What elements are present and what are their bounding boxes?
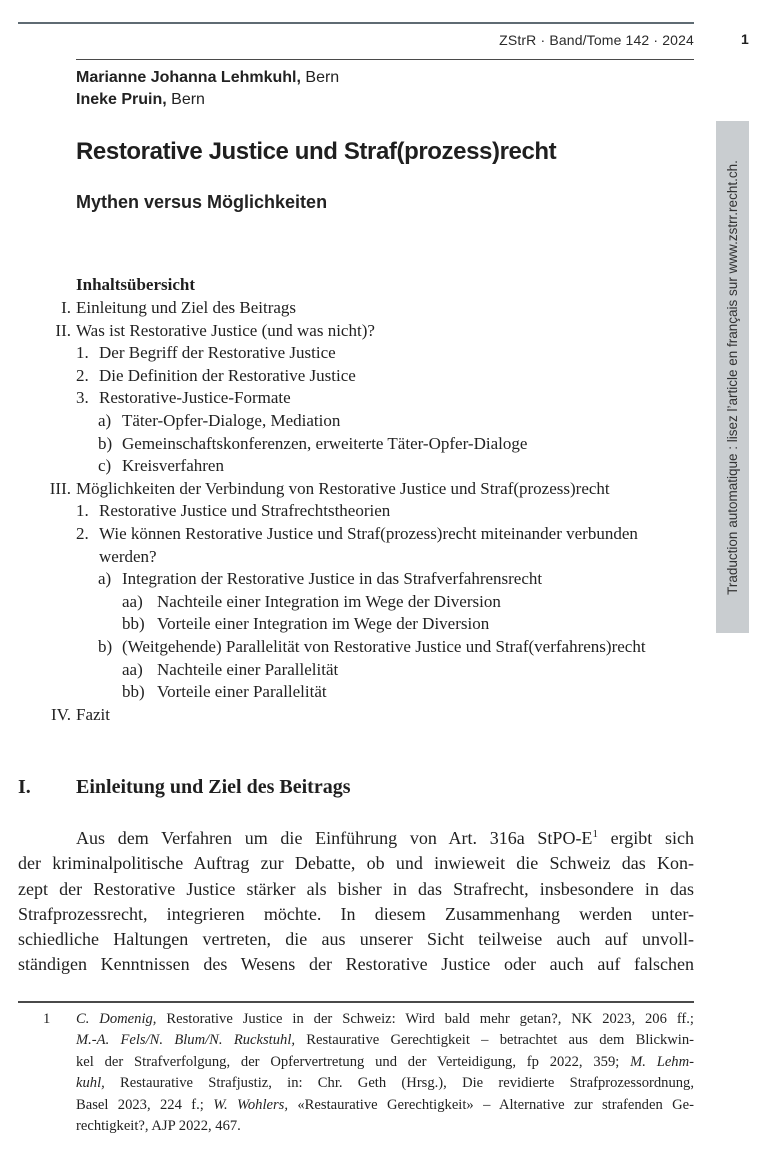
footnote-text: Restaurative Gerechtigkeit – betrachtet aus dem Blickwin-: [295, 1032, 694, 1049]
author-name: Ineke Pruin,: [76, 91, 167, 108]
toc-number: bb): [122, 682, 145, 702]
footnote-line: [76, 1009, 694, 1030]
footnote-text: Restaurative Strafjustiz, in: Chr. Geth (Hrsg.), Die revidierte Strafprozessordnung,: [104, 1075, 694, 1092]
body-line-tail: ergibt sich: [597, 828, 694, 848]
toc-item[interactable]: [0, 681, 700, 704]
toc-item[interactable]: [0, 636, 700, 659]
toc-number: 1.: [76, 501, 89, 521]
toc-label: Vorteile einer Parallelität: [157, 682, 327, 702]
toc-label: Täter-Opfer-Dialoge, Mediation: [122, 410, 341, 430]
author-2: [76, 89, 339, 111]
toc-label: Wie können Restorative Justice und Straf(prozess)recht miteinander verbunden werden?: [99, 523, 638, 566]
footnote-author: W. Wohlers,: [213, 1096, 289, 1113]
toc-item[interactable]: [0, 500, 700, 523]
toc-number: a): [98, 569, 112, 589]
footnote-text: Restorative Justice in der Schweiz: Wird bald mehr getan?, NK 2023, 206 ff.;: [156, 1011, 694, 1027]
section-title: Einleitung und Ziel des Beitrags: [76, 776, 351, 798]
toc-number: aa): [122, 591, 143, 611]
toc-heading: Inhaltsübersicht: [76, 275, 196, 294]
toc-item[interactable]: [0, 568, 700, 591]
header-rule: [18, 22, 694, 24]
toc-item[interactable]: [0, 455, 700, 478]
toc-number: b): [98, 636, 113, 656]
toc-label: Vorteile einer Integration im Wege der Diversion: [157, 614, 490, 634]
author-name: Marianne Johanna Lehmkuhl,: [76, 69, 301, 86]
body-line: ständigen Kenntnissen des Wesens der Restorative Justice oder auch auf falschen: [18, 954, 694, 975]
toc-label: Der Begriff der Restorative Justice: [99, 343, 336, 363]
footnote-author: C. Domenig,: [76, 1011, 157, 1027]
body-line: schiedliche Haltungen vertreten, die aus unserer Sicht teilweise auch auf unvoll-: [18, 929, 694, 950]
footnote-line: [76, 1030, 694, 1051]
footnote-author: M.-A. Fels/N. Blum/N. Ruckstuhl,: [76, 1032, 296, 1049]
author-place: Bern: [171, 91, 205, 108]
toc-item[interactable]: [0, 320, 700, 343]
toc-label: Fazit: [76, 704, 110, 724]
toc-label: Nachteile einer Parallelität: [157, 659, 339, 679]
body-line: der kriminalpolitische Auftrag zur Debatte, ob und inwieweit die Schweiz das Kon-: [18, 853, 694, 874]
body-line: [18, 826, 694, 851]
running-head: ZStrR · Band/Tome 142 · 2024: [499, 32, 694, 48]
toc-item[interactable]: [0, 591, 700, 614]
footnote-body: [76, 1009, 694, 1137]
footnote-rule: [18, 1001, 694, 1003]
toc-number: IV.: [51, 704, 71, 724]
toc-label: Nachteile einer Integration im Wege der Diversion: [157, 591, 501, 611]
toc-label: (Weitgehende) Parallelität von Restorative Justice und Straf(verfahrens)recht: [122, 636, 646, 656]
toc-item[interactable]: [0, 478, 700, 501]
author-place: Bern: [305, 69, 340, 86]
translation-side-tab[interactable]: [716, 121, 749, 633]
toc-number: 2.: [76, 523, 89, 543]
article-title: Restorative Justice und Straf(prozess)recht: [76, 138, 557, 165]
footnote-ref[interactable]: 1: [592, 828, 598, 840]
translation-note: Traduction automatique : lisez l’article en français sur www.zstrr.recht.ch.: [725, 159, 741, 595]
author-rule: [76, 59, 694, 60]
toc-item[interactable]: [0, 613, 700, 636]
toc-item[interactable]: [0, 365, 700, 388]
toc-item[interactable]: [0, 410, 700, 433]
footnote-number: 1: [43, 1011, 51, 1027]
toc-number: 3.: [76, 388, 89, 408]
toc-number: II.: [55, 320, 71, 340]
toc-label: Restorative Justice und Strafrechtstheorien: [99, 501, 391, 521]
table-of-contents: [0, 297, 700, 726]
toc-label: Einleitung und Ziel des Beitrags: [76, 298, 297, 317]
toc-number: b): [98, 433, 113, 453]
footnote-line: [76, 1116, 694, 1137]
footnote-text: Basel 2023, 224 f.;: [76, 1096, 214, 1113]
toc-item[interactable]: [0, 523, 700, 568]
toc-item[interactable]: [0, 704, 700, 727]
toc-number: c): [98, 456, 112, 476]
footnote-line: [76, 1095, 694, 1116]
body-paragraph: [18, 826, 694, 978]
article-subtitle: Mythen versus Möglichkeiten: [76, 192, 328, 212]
footnote-author: kuhl,: [76, 1075, 105, 1092]
footnote-line: [76, 1052, 694, 1073]
author-list: [76, 67, 339, 111]
toc-label: Möglichkeiten der Verbindung von Restorative Justice und Straf(prozess)recht: [76, 478, 610, 498]
toc-number: aa): [122, 659, 143, 679]
toc-number: III.: [49, 478, 71, 498]
footnote-text: «Restaurative Gerechtigkeit» – Alternative zur strafenden Ge-: [288, 1096, 695, 1113]
toc-number: 1.: [76, 343, 89, 363]
footnote-text: kel der Strafverfolgung, der Opfervertretung und der Verteidigung, fp 2022, 359;: [76, 1053, 631, 1070]
toc-label: Restorative-Justice-Formate: [99, 388, 291, 408]
toc-number: bb): [122, 614, 145, 634]
footnote-text: rechtigkeit?, AJP 2022, 467.: [76, 1117, 241, 1134]
body-line: Strafprozessrecht, integrieren möchte. In diesem Zusammenhang werden unter-: [18, 903, 694, 924]
footnote-line: [76, 1073, 694, 1094]
toc-item[interactable]: [0, 297, 700, 320]
toc-label: Integration der Restorative Justice in das Strafverfahrensrecht: [122, 569, 543, 589]
toc-label: Was ist Restorative Justice (und was nicht)?: [76, 320, 375, 340]
toc-item[interactable]: [0, 659, 700, 682]
toc-label: Gemeinschaftskonferenzen, erweiterte Täter-Opfer-Dialoge: [122, 433, 528, 453]
body-line-text: Aus dem Verfahren um die Einführung von Art. 316a StPO-E: [76, 828, 593, 848]
section-number: I.: [18, 776, 31, 798]
toc-number: a): [98, 410, 112, 430]
toc-item[interactable]: [0, 342, 700, 365]
footnote-author: M. Lehm-: [630, 1053, 694, 1070]
body-line: zept der Restorative Justice stärker als bisher in das Strafrecht, insbesondere in das: [18, 878, 694, 899]
toc-number: I.: [61, 298, 71, 317]
toc-number: 2.: [76, 365, 89, 385]
page-number: 1: [741, 31, 749, 47]
toc-item[interactable]: [0, 433, 700, 456]
author-1: [76, 67, 339, 89]
toc-label: Die Definition der Restorative Justice: [99, 365, 356, 385]
toc-label: Kreisverfahren: [122, 456, 224, 476]
toc-item[interactable]: [0, 387, 700, 410]
